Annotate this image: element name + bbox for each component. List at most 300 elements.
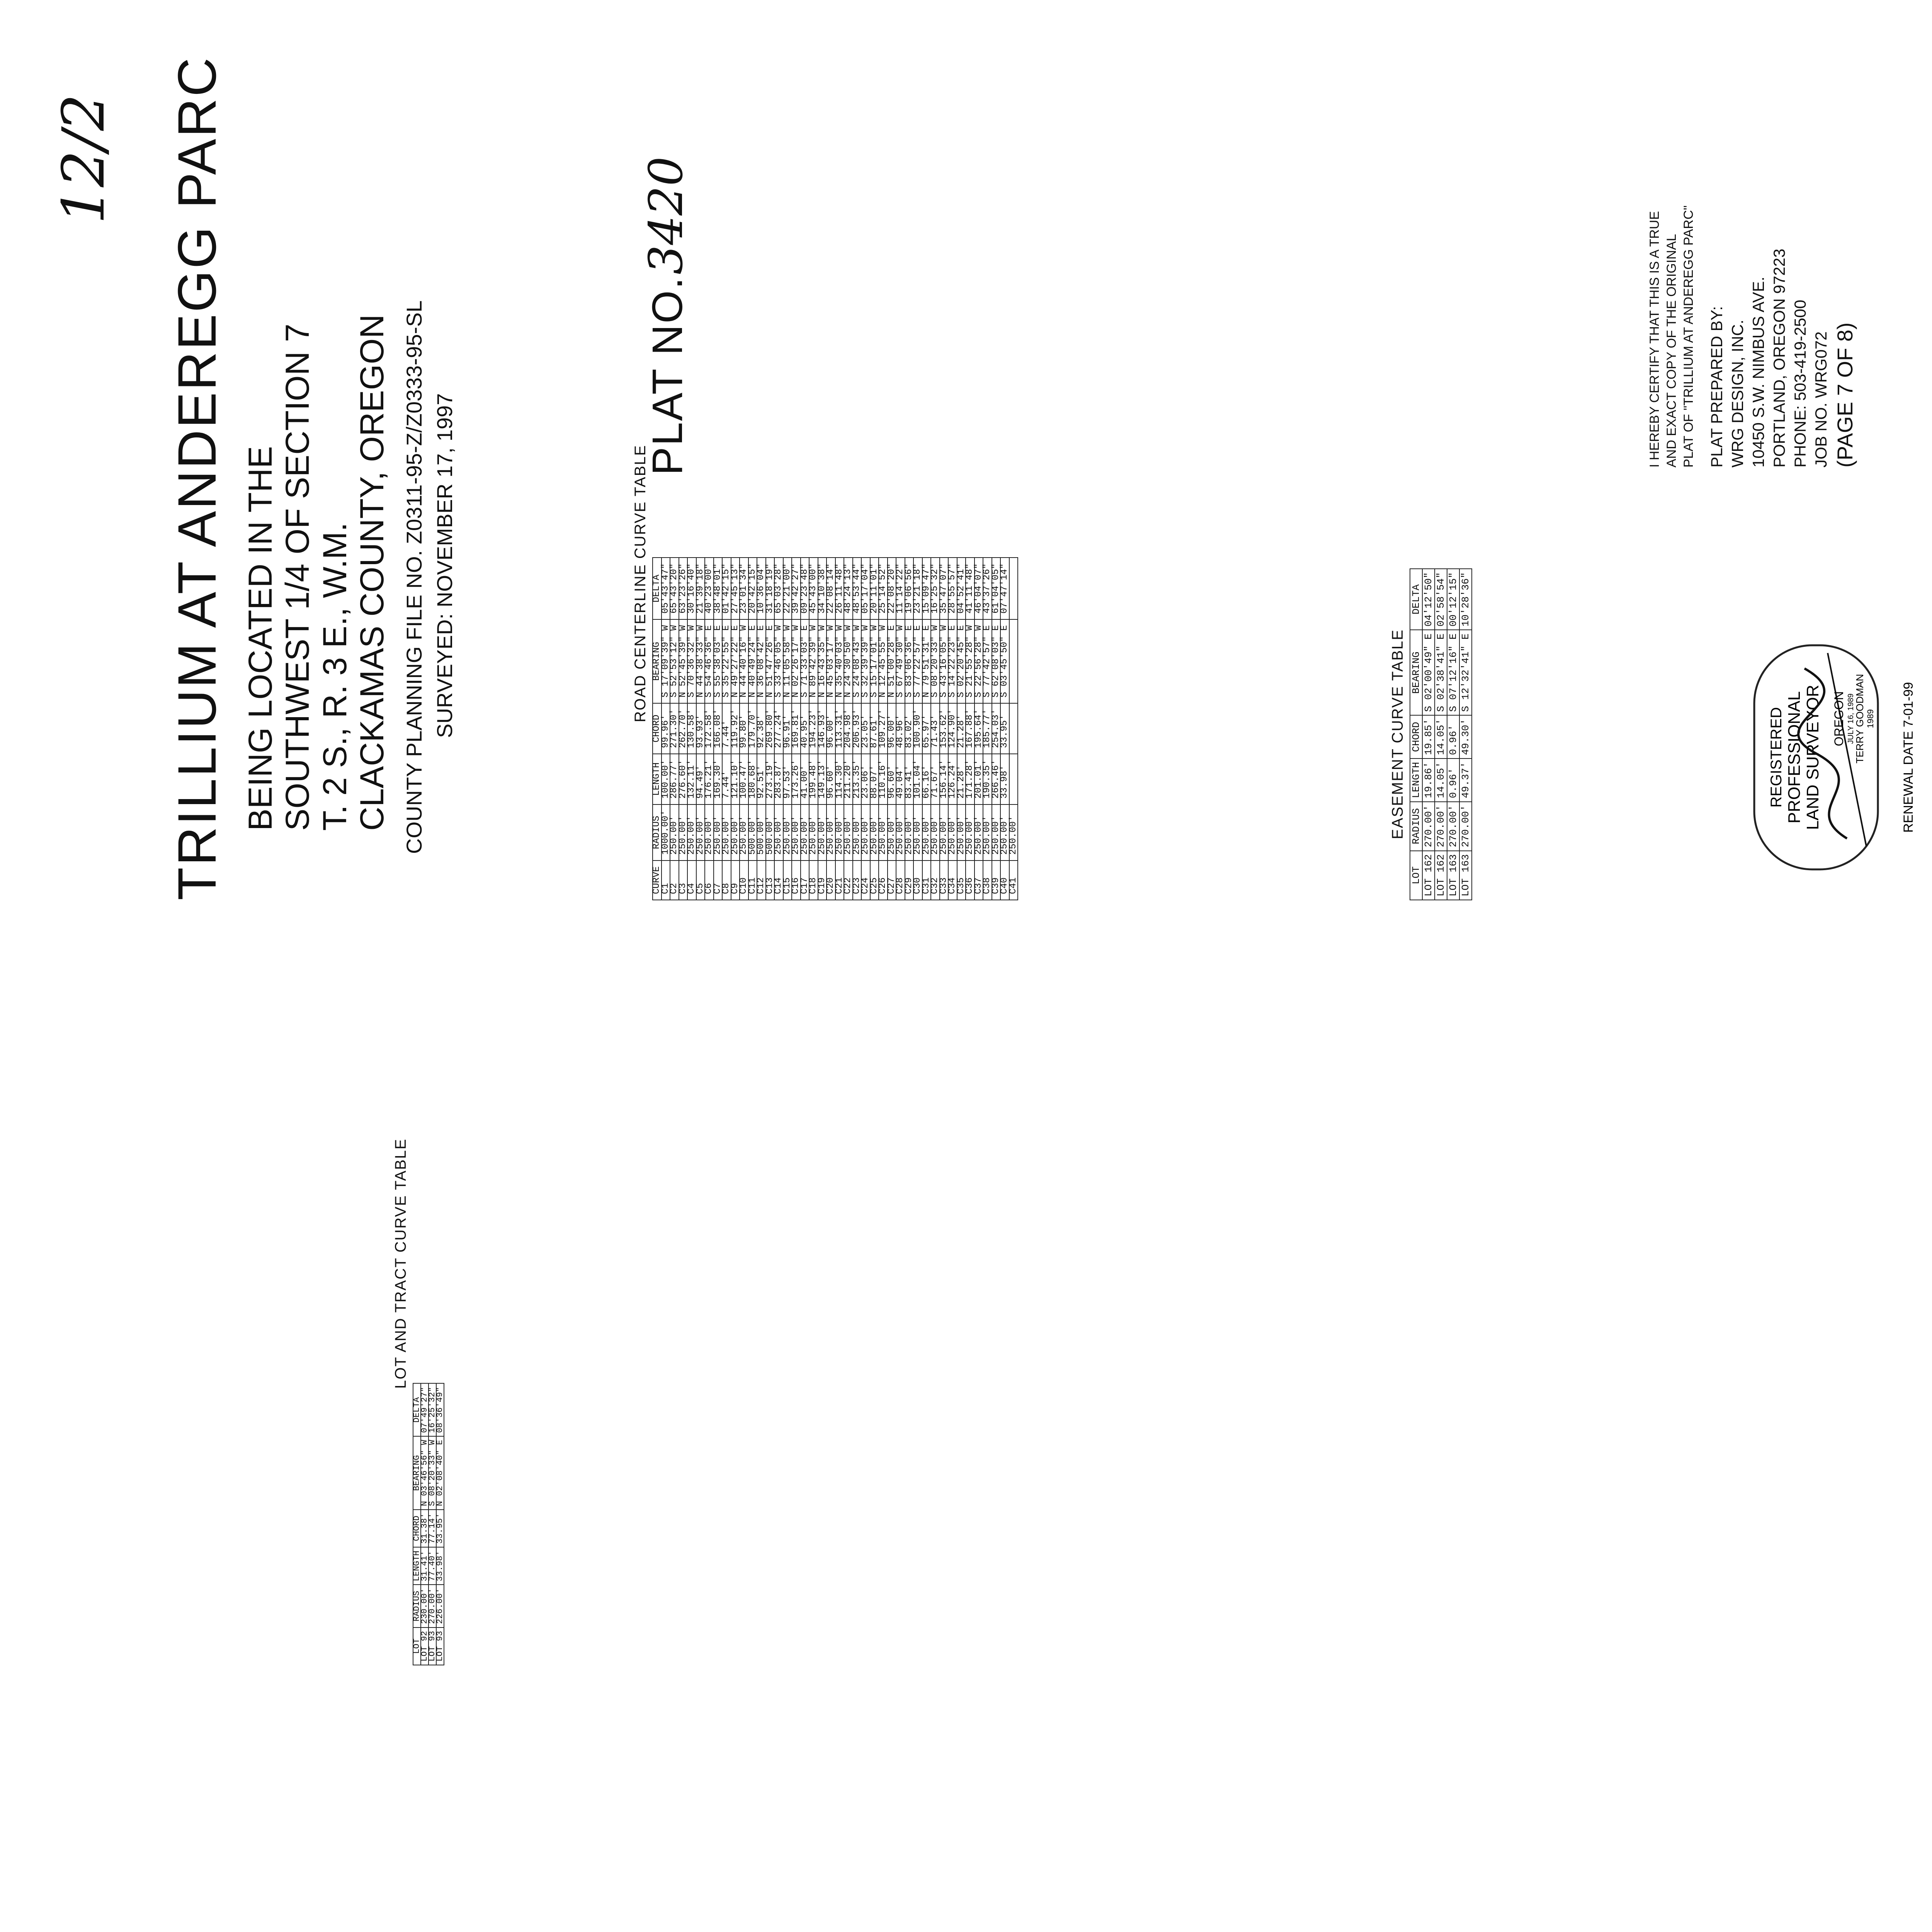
road-centerline-curve-table — [632, 267, 1374, 900]
table-cell: C10 — [740, 861, 748, 900]
table-cell — [1009, 703, 1018, 754]
table-cell: 88.07' — [870, 754, 879, 804]
table-cell: 11'14'22" — [896, 558, 905, 619]
table-cell: 65'03'28" — [774, 558, 783, 619]
column-header: BEARING — [413, 1436, 421, 1510]
survey-date: SURVEYED: NOVEMBER 17, 1997 — [432, 393, 457, 738]
table-cell: C29 — [905, 861, 914, 900]
table-cell: N 52'45'39" W — [679, 619, 688, 703]
table-cell: N 51'47'26" E — [766, 619, 775, 703]
table-cell: C2 — [670, 861, 679, 900]
table-cell: LOT 92 — [421, 1628, 429, 1665]
table-cell: 250.00' — [809, 804, 818, 861]
table-cell: S 02'38'41" E — [1435, 630, 1447, 715]
table-cell: 286.77' — [670, 754, 679, 804]
table-cell: 31.41' — [421, 1547, 429, 1585]
column-header: CHORD — [653, 703, 662, 754]
stamp-date: JULY 16, 1989 — [1847, 693, 1855, 744]
table-cell: S 55'38'03" E — [714, 619, 723, 703]
table-row — [1435, 569, 1447, 900]
table-cell: 48'53'44" — [853, 558, 862, 619]
table-cell: N 79'51'31" E — [922, 619, 931, 703]
prepared-by-job: JOB NO. WRG072 — [1812, 331, 1830, 468]
table-cell: 250.00' — [801, 804, 810, 861]
table-cell: 132.11' — [687, 754, 696, 804]
table-cell: 33.95' — [1000, 703, 1009, 754]
column-header: LENGTH — [653, 754, 662, 804]
stamp-line-2: PROFESSIONAL — [1785, 691, 1804, 824]
renewal-date: RENEWAL DATE 7-01-99 — [1901, 682, 1916, 833]
table-cell: S 21'55'28" W — [966, 619, 975, 703]
table-cell: 119.92' — [731, 703, 740, 754]
table-cell: 49.37' — [1459, 759, 1472, 802]
table-cell: 250.00' — [992, 804, 1001, 861]
table-cell: 277.24' — [774, 703, 783, 754]
table-cell: 124.90' — [948, 703, 957, 754]
table-cell: S 24'08'43" W — [853, 619, 862, 703]
table-caption: EASEMENT CURVE TABLE — [1389, 629, 1406, 839]
table-cell: 171.28' — [966, 754, 975, 804]
table-cell: 41'11'48" — [966, 558, 975, 619]
table-cell: N 02'26'17" W — [792, 619, 801, 703]
table-cell: 40.95' — [801, 703, 810, 754]
curve-table — [1410, 568, 1472, 900]
table-cell: 09'23'48" — [801, 558, 810, 619]
table-cell: S 08'20'33" W — [429, 1436, 436, 1510]
table-cell: S 43'16'05" W — [940, 619, 949, 703]
curve-table — [413, 1383, 444, 1665]
table-cell: 99.96' — [662, 703, 670, 754]
column-header: LENGTH — [413, 1547, 421, 1585]
table-cell: 250.00' — [888, 804, 896, 861]
table-cell: 71.43' — [931, 703, 940, 754]
table-cell — [1009, 558, 1018, 619]
table-cell: 04'52'41" — [957, 558, 966, 619]
table-cell: 97.53' — [783, 754, 792, 804]
table-cell: 92.51' — [757, 754, 766, 804]
table-cell: 23.06' — [861, 754, 870, 804]
table-cell: 10'28'36" — [1459, 569, 1472, 630]
prepared-by — [1706, 151, 1855, 468]
table-cell: C22 — [844, 861, 853, 900]
table-cell: C39 — [992, 861, 1001, 900]
table-cell: C34 — [948, 861, 957, 900]
location-line-1: BEING LOCATED IN THE — [242, 446, 279, 831]
table-cell: C3 — [679, 861, 688, 900]
table-cell: 250.00' — [957, 804, 966, 861]
table-cell: 169.30' — [714, 754, 723, 804]
table-cell: 100.00' — [662, 754, 670, 804]
table-cell — [1009, 754, 1018, 804]
table-cell: 04'12'50" — [1422, 569, 1435, 630]
table-cell: 94.49' — [696, 754, 705, 804]
table-cell: 30'16'40" — [687, 558, 696, 619]
table-cell: 166.08' — [714, 703, 723, 754]
table-cell: N 11'05'58" W — [783, 619, 792, 703]
table-cell: C41 — [1009, 861, 1018, 900]
table-cell: N 49'27'22" E — [731, 619, 740, 703]
stamp-number: 1989 — [1866, 709, 1875, 728]
table-cell: C33 — [940, 861, 949, 900]
planning-info — [399, 128, 460, 854]
table-cell: 500.00' — [766, 804, 775, 861]
table-cell: 41.00' — [801, 754, 810, 804]
table-cell: 35'47'07" — [940, 558, 949, 619]
table-cell: 99.80' — [740, 703, 748, 754]
table-cell: 250.00' — [740, 804, 748, 861]
table-cell: C36 — [966, 861, 975, 900]
table-cell: 156.14' — [940, 754, 949, 804]
table-cell: S 70'36'32" W — [687, 619, 696, 703]
table-cell: 250.00' — [861, 804, 870, 861]
table-cell: 65'43'20" — [670, 558, 679, 619]
table-cell: 250.00' — [975, 804, 983, 861]
table-cell: 176.21' — [705, 754, 714, 804]
table-cell: 226.00' — [436, 1585, 444, 1627]
table-cell: 1000.00' — [662, 804, 670, 861]
table-cell: C1 — [662, 861, 670, 900]
table-cell: 46'04'07" — [975, 558, 983, 619]
table-cell: N 44'40'16" W — [740, 619, 748, 703]
table-cell: 204.98' — [844, 703, 853, 754]
table-cell: 153.62' — [940, 703, 949, 754]
table-cell: 83.41' — [905, 754, 914, 804]
table-cell: 33.98' — [1000, 754, 1009, 804]
table-cell: LOT 163 — [1447, 851, 1459, 900]
table-cell: 63'23'26" — [679, 558, 688, 619]
table-cell: C19 — [818, 861, 827, 900]
table-cell: 19.86' — [1422, 759, 1435, 802]
table-cell: 22'08'14" — [827, 558, 835, 619]
table-cell: LOT 163 — [1459, 851, 1472, 900]
stamp-line-3: LAND SURVEYOR — [1803, 685, 1822, 830]
table-row — [1422, 569, 1435, 900]
table-cell: 250.00' — [879, 804, 888, 861]
table-cell: 31'18'19" — [766, 558, 775, 619]
table-cell: 7.44' — [722, 754, 731, 804]
table-cell: S 22'56'28" W — [975, 619, 983, 703]
table-cell: 254.03' — [992, 703, 1001, 754]
table-cell: 100.90' — [913, 703, 922, 754]
table-cell: 500.00' — [748, 804, 757, 861]
table-cell: C27 — [888, 861, 896, 900]
page-number-stamp — [50, 31, 124, 224]
table-cell: LOT 162 — [1435, 851, 1447, 900]
table-cell: 21'39'18" — [696, 558, 705, 619]
table-cell: N 36'08'42" E — [757, 619, 766, 703]
table-cell: C24 — [861, 861, 870, 900]
table-cell: N 35'40'03" W — [835, 619, 844, 703]
table-cell: S 08'20'33" W — [931, 619, 940, 703]
table-cell: 113.31' — [835, 703, 844, 754]
table-cell: 40'23'00" — [705, 558, 714, 619]
location-line-4: CLACKAMAS COUNTY, OREGON — [353, 314, 391, 831]
table-cell: 179.70' — [748, 703, 757, 754]
table-cell: C28 — [896, 861, 905, 900]
table-cell: 250.00' — [905, 804, 914, 861]
table-cell: S 03'45'50" E — [1000, 619, 1009, 703]
table-caption: LOT AND TRACT CURVE TABLE — [392, 1138, 409, 1389]
table-cell: 121.10' — [731, 754, 740, 804]
table-cell: 101.04' — [913, 754, 922, 804]
table-cell: 250.00' — [792, 804, 801, 861]
table-cell: 250.00' — [670, 804, 679, 861]
table-cell: 110.16' — [879, 754, 888, 804]
column-header: CURVE — [653, 861, 662, 900]
table-cell: 250.00' — [948, 804, 957, 861]
table-cell: 15'09'47" — [922, 558, 931, 619]
table-cell: 270.00' — [1435, 802, 1447, 851]
table-cell: 49.30' — [1459, 715, 1472, 759]
surveyor-stamp — [1750, 560, 1932, 885]
table-cell: C13 — [766, 861, 775, 900]
table-cell: 45'43'00" — [809, 558, 818, 619]
table-cell: C18 — [809, 861, 818, 900]
table-cell: 39'42'27" — [792, 558, 801, 619]
table-cell: S 07'12'16" E — [1447, 630, 1459, 715]
table-cell: S 12'32'41" E — [1459, 630, 1472, 715]
table-cell: 270.00' — [1447, 802, 1459, 851]
table-cell: 48.96' — [896, 703, 905, 754]
table-cell: 213.35' — [853, 754, 862, 804]
header-row — [1410, 569, 1422, 900]
column-header: RADIUS — [653, 804, 662, 861]
table-cell: 19.85' — [1422, 715, 1435, 759]
table-cell: 194.23' — [809, 703, 818, 754]
table-cell: 34'10'38" — [818, 558, 827, 619]
title-block — [167, 56, 556, 900]
table-cell: 270.00' — [1422, 802, 1435, 851]
table-head — [1410, 569, 1422, 900]
location-description — [242, 128, 391, 831]
table-cell: S 35'22'55" E — [722, 619, 731, 703]
table-cell: 230.00' — [421, 1585, 429, 1627]
table-cell: 19'06'56" — [905, 558, 914, 619]
table-cell: N 24'30'50" W — [844, 619, 853, 703]
lot-tract-curve-table-a — [149, 1882, 852, 1932]
table-cell: LOT 93 — [436, 1628, 444, 1665]
column-header: LENGTH — [1410, 759, 1422, 802]
planning-file-number: COUNTY PLANNING FILE NO. Z0311-95-Z/Z0333-95-SL — [402, 300, 427, 854]
table-cell: 28'55'57" — [948, 558, 957, 619]
table-cell: 169.81' — [792, 703, 801, 754]
table-cell: 167.88' — [966, 703, 975, 754]
prepared-by-address: 10450 S.W. NIMBUS AVE. — [1749, 276, 1767, 468]
table-cell: 25'14'52" — [879, 558, 888, 619]
table-cell: C9 — [731, 861, 740, 900]
table-cell: 250.00' — [783, 804, 792, 861]
table-cell: 92.38' — [757, 703, 766, 754]
table-cell: 211.20' — [844, 754, 853, 804]
table-row — [1009, 558, 1018, 900]
table-cell: 114.30' — [835, 754, 844, 804]
table-row — [1459, 569, 1472, 900]
table-body — [662, 558, 1018, 900]
table-cell: 65.97' — [922, 703, 931, 754]
table-cell: 22'21'00" — [783, 558, 792, 619]
table-cell: C25 — [870, 861, 879, 900]
table-cell: 185.77' — [983, 703, 992, 754]
table-cell: C14 — [774, 861, 783, 900]
table-cell: 250.00' — [931, 804, 940, 861]
table-cell: 38'48'01" — [714, 558, 723, 619]
table-cell: 250.00' — [853, 804, 862, 861]
table-cell: 206.93' — [853, 703, 862, 754]
table-cell: 250.00' — [913, 804, 922, 861]
table-cell: 02'58'54" — [1435, 569, 1447, 630]
stamp-name: TERRY GOODMAN — [1854, 674, 1866, 764]
table-cell: 180.68' — [748, 754, 757, 804]
table-caption — [149, 1882, 166, 1932]
table-cell: 27'45'13" — [731, 558, 740, 619]
table-cell: 172.58' — [705, 703, 714, 754]
table-cell: C11 — [748, 861, 757, 900]
column-header: BEARING — [653, 619, 662, 703]
table-cell: 173.26' — [792, 754, 801, 804]
table-cell: 250.00' — [835, 804, 844, 861]
table-cell: 7.44' — [722, 703, 731, 754]
plat-title: TRILLIUM AT ANDEREGG PARC — [167, 56, 227, 900]
table-cell: 93.93' — [696, 703, 705, 754]
table-cell: 96.00' — [827, 703, 835, 754]
table-cell: 146.93' — [818, 703, 827, 754]
table-cell: 201.01' — [975, 754, 983, 804]
column-header: BEARING — [1410, 630, 1422, 715]
table-cell: N 40'49'24" E — [748, 619, 757, 703]
table-cell: N 02'08'40" E — [436, 1436, 444, 1510]
table-cell: 00'12'15" — [1447, 569, 1459, 630]
table-cell: 195.64' — [975, 703, 983, 754]
table-cell: 20'11'01" — [870, 558, 879, 619]
table-cell: C4 — [687, 861, 696, 900]
table-cell: S 71'33'03" E — [801, 619, 810, 703]
table-cell: N 44'38'33" W — [696, 619, 705, 703]
table-cell: 500.00' — [757, 804, 766, 861]
table-cell: 250.00' — [731, 804, 740, 861]
plat-number-label: PLAT NO. — [644, 276, 691, 475]
table-cell: 31.38' — [421, 1510, 429, 1547]
table-cell: N 03'46'56" W — [421, 1436, 429, 1510]
table-cell: 96.91' — [783, 703, 792, 754]
table-body — [1422, 569, 1472, 900]
table-cell: 250.00' — [696, 804, 705, 861]
table-cell: 250.00' — [687, 804, 696, 861]
column-header: RADIUS — [413, 1585, 421, 1627]
table-cell: 100.47' — [740, 754, 748, 804]
page-indicator: (PAGE 7 OF 8) — [1833, 322, 1857, 468]
table-cell: 14.05' — [1435, 759, 1447, 802]
table-cell: 270.00' — [1459, 802, 1472, 851]
table-cell: C37 — [975, 861, 983, 900]
column-header: CHORD — [413, 1510, 421, 1547]
column-header: LOT — [413, 1628, 421, 1665]
table-cell: 250.00' — [679, 804, 688, 861]
table-cell: 48'24'13" — [844, 558, 853, 619]
table-body — [421, 1383, 444, 1665]
table-cell: C31 — [922, 861, 931, 900]
table-cell: 269.80' — [766, 703, 775, 754]
table-cell: S 67'49'30" W — [896, 619, 905, 703]
table-cell: 43'37'26" — [983, 558, 992, 619]
certification-line-2: AND EXACT COPY OF THE ORIGINAL — [1664, 234, 1679, 468]
table-cell: S 77'42'57" E — [983, 619, 992, 703]
table-cell: 20'42'15" — [748, 558, 757, 619]
table-cell: N 12'45'55" W — [879, 619, 888, 703]
table-cell: 276.60' — [679, 754, 688, 804]
prepared-by-heading: PLAT PREPARED BY: — [1708, 306, 1726, 468]
table-cell: 33.98' — [436, 1547, 444, 1585]
table-cell: 0.96' — [1447, 759, 1459, 802]
page-number-text: 12/2 — [50, 94, 117, 224]
prepared-by-company: WRG DESIGN, INC. — [1728, 320, 1747, 468]
table-cell — [1009, 619, 1018, 703]
table-cell: 270.00' — [429, 1585, 436, 1627]
table-cell: N 51'00'28" E — [888, 619, 896, 703]
table-cell: N 16'43'35" W — [818, 619, 827, 703]
table-cell: N 45'03'17" W — [827, 619, 835, 703]
table-cell: 33.95' — [436, 1510, 444, 1547]
column-header: DELTA — [653, 558, 662, 619]
table-cell: 250.00' — [714, 804, 723, 861]
table-cell: C26 — [879, 861, 888, 900]
table-cell: 283.87' — [774, 754, 783, 804]
table-cell: 21.28' — [957, 754, 966, 804]
stamp-state: OREGON — [1832, 691, 1846, 747]
table-cell: 01'42'15" — [722, 558, 731, 619]
table-cell: S 54'46'36" E — [705, 619, 714, 703]
table-cell: 66.16' — [922, 754, 931, 804]
table-cell: C5 — [696, 861, 705, 900]
table-cell: 96.60' — [827, 754, 835, 804]
table-cell: 190.35' — [983, 754, 992, 804]
table-cell: S 02'20'45" E — [957, 619, 966, 703]
table-cell: 250.00' — [818, 804, 827, 861]
table-cell: C8 — [722, 861, 731, 900]
table-cell: LOT 162 — [1422, 851, 1435, 900]
table-cell: 21.28' — [957, 703, 966, 754]
table-cell: 77.40' — [429, 1547, 436, 1585]
table-cell: C16 — [792, 861, 801, 900]
curve-table — [652, 557, 1018, 900]
table-row — [436, 1383, 444, 1665]
column-header: DELTA — [1410, 569, 1422, 630]
certification-block — [1646, 151, 1932, 468]
table-cell: 05'17'04" — [861, 558, 870, 619]
table-cell: C35 — [957, 861, 966, 900]
table-cell: 266.46' — [992, 754, 1001, 804]
table-cell: C38 — [983, 861, 992, 900]
table-cell: S 52'53'12" W — [670, 619, 679, 703]
table-cell: 07'49'27" — [421, 1383, 429, 1436]
lot-tract-curve-table-b — [392, 862, 1095, 1665]
plat-number-value: 3420 — [639, 156, 693, 275]
table-cell: 109.27' — [879, 703, 888, 754]
table-cell: 250.00' — [1009, 804, 1018, 861]
table-cell: C40 — [1000, 861, 1009, 900]
table-cell: 271.30' — [670, 703, 679, 754]
table-cell: 22'08'20" — [888, 558, 896, 619]
table-cell: 0.96' — [1447, 715, 1459, 759]
table-cell: C21 — [835, 861, 844, 900]
table-cell: 26'11'48" — [835, 558, 844, 619]
table-cell: C20 — [827, 861, 835, 900]
table-cell: 250.00' — [774, 804, 783, 861]
table-cell: 149.13' — [818, 754, 827, 804]
table-cell: S 62'08'03" E — [992, 619, 1001, 703]
prepared-by-city: PORTLAND, OREGON 97223 — [1770, 248, 1788, 468]
table-cell: 250.00' — [922, 804, 931, 861]
table-cell: 250.00' — [705, 804, 714, 861]
